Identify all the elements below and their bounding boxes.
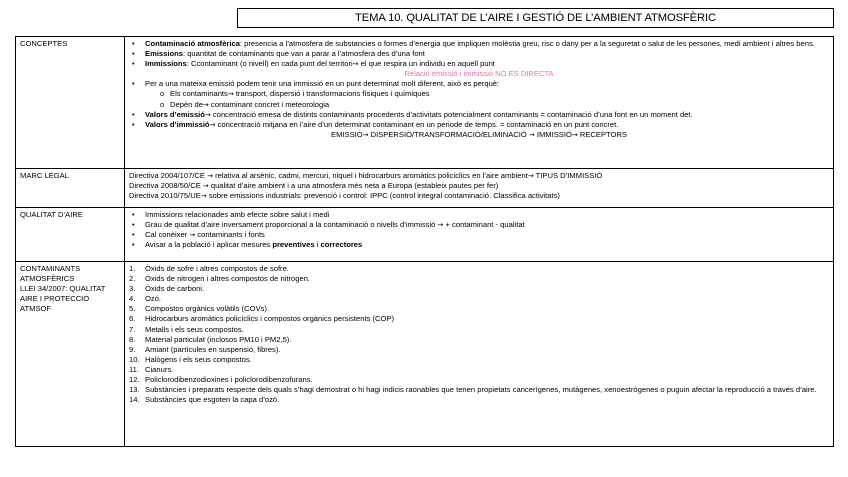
def-immissions-2: el que respira un individu en aquell punt <box>358 59 495 69</box>
list-item <box>129 274 829 284</box>
list-item <box>129 335 829 345</box>
item-text: Hidrocarburs aromàtics policíclics i compostos orgànics persistents (COP) <box>145 314 394 324</box>
item-number: 3. <box>129 284 136 294</box>
def-emissions: : quantitat de contaminants que van a parar a l’atmosfera des d’una font <box>182 49 425 59</box>
row-contaminants <box>16 262 834 447</box>
item-number: 11. <box>129 364 139 374</box>
item-number: 9. <box>129 344 136 354</box>
item-number: 10. <box>129 354 140 364</box>
item-text: Òxids de carboni. <box>145 284 205 294</box>
list-item <box>129 264 829 274</box>
list-item <box>129 210 829 220</box>
sub-text: Depèn de <box>170 99 203 109</box>
item-number: 6. <box>129 314 136 324</box>
arrow-icon: → <box>202 182 209 191</box>
arrow-icon: → <box>352 60 359 69</box>
label-conceptes: CONCEPTES <box>16 37 125 169</box>
directive-text: Directiva 2010/75/UE <box>129 191 201 201</box>
page-title: TEMA 10. QUALITAT DE L’AIRE I GESTIÓ DE L’AMBIENT ATMOSFÈRIC <box>237 8 834 28</box>
term-correctores: correctores <box>320 240 363 250</box>
sub-text: contaminant concret i meteorologia <box>208 99 330 109</box>
notes-table <box>15 36 834 447</box>
flow-text: EMISSIÓ <box>331 129 363 139</box>
directive-text: qualitat d’aire ambient i a una atmosfera més neta a Europa (estableix pautes per fer) <box>208 181 499 191</box>
qualitat-text: Cal conèixer <box>145 230 190 240</box>
list-item <box>129 385 829 395</box>
directive-text: relativa al arsènic, cadmi, mercuri, niquel i hidrocarburs aromàtics policiclics en l’aire ambient <box>212 171 528 180</box>
qualitat-text: + contaminant - qualitat <box>443 220 525 230</box>
directive-text: Directiva 2008/50/CE <box>129 181 203 191</box>
def-valors-emissio: concentració emesa de distints contaminants procedents d’activitats potencialment contaminants = contaminació d’una font en un moment det. <box>210 109 693 119</box>
list-item <box>129 365 829 375</box>
item-number: 2. <box>129 274 136 284</box>
item-text: Cianurs. <box>145 364 174 374</box>
flow-text: DISPERSIÓ/TRANSFORMACIÓ/ELIMINACIÓ <box>368 129 529 139</box>
list-item <box>129 314 829 324</box>
item-number: 14. <box>129 395 140 405</box>
list-item <box>129 110 829 120</box>
qualitat-text: Grau de qualitat d’aire inversament proporcional a la contaminació o nivells d’immissió <box>145 220 438 230</box>
item-text: Substàncies i preparats respecte dels quals s’hagi demostrat o hi hagi indicis raonables que tenen propietats cancerígenes, mutàgenes, xenoestrògenes o puguin afectar la reproducció a través d’aire. <box>145 385 817 395</box>
def-contaminacio: : presencia a l’atmosfera de substancies o formes d’energia que impliquen molèstia greu, risc o dany per a la seguretat o salut de les persones, medi ambient i altres bens. <box>239 39 815 48</box>
arrow-icon: → <box>362 130 369 139</box>
directive-line <box>129 171 829 181</box>
flow-line <box>129 130 829 140</box>
contaminants-list <box>129 264 829 405</box>
term-immissions: Immissions <box>145 59 187 69</box>
directive-text: sobre emissions industrials: prevenció i control: IPPC (control integral contaminació. Classifica activitats) <box>206 191 560 201</box>
qualitat-text: i <box>314 240 321 250</box>
item-text: Substàncies que esgoten la capa d’ozó. <box>145 395 280 405</box>
row-marc-legal <box>16 169 834 208</box>
content-conceptes <box>125 37 834 169</box>
qualitat-text: Avisar a la població i aplicar mesures <box>145 240 273 250</box>
term-preventives: preventives <box>272 240 315 250</box>
list-item <box>129 120 829 130</box>
flow-text: IMMISSIÓ <box>534 129 572 139</box>
qualitat-text: Immissions relacionades amb efecte sobre salut i medi <box>145 210 330 219</box>
flow-text: RECEPTORS <box>577 129 627 139</box>
label-marc-legal: MARC LEGAL <box>16 169 125 208</box>
qualitat-text: contaminants i fonts <box>195 230 265 240</box>
list-item <box>129 345 829 355</box>
sub-text: Els contaminants <box>170 89 228 99</box>
content-qualitat <box>125 208 834 262</box>
sub-text: transport, dispersió i transformacions físiques i químiques <box>233 89 430 99</box>
item-number: 7. <box>129 324 136 334</box>
item-number: 12. <box>129 375 140 385</box>
list-item <box>129 284 829 294</box>
directive-text: TIPUS D’IMMISSIÓ <box>533 171 603 180</box>
def-immissions: : Ccontaminant (o nivell) en cada punt del territori <box>186 59 353 69</box>
directive-line <box>129 191 829 201</box>
list-item <box>129 325 829 335</box>
directive-line <box>129 181 829 191</box>
term-emissions: Emissions <box>145 49 183 59</box>
term-valors-emissio: Valors d’emissió <box>145 109 205 119</box>
label-line: ATMSOF <box>20 304 52 314</box>
arrow-icon: → <box>571 130 578 139</box>
list-item <box>129 220 829 230</box>
arrow-icon: → <box>189 231 196 240</box>
term-contaminacio: Contaminació atmosfèrica <box>145 39 240 48</box>
label-line: AIRE I PROTECCIÓ <box>20 294 90 304</box>
item-number: 5. <box>129 304 136 314</box>
item-text: Amiant (partícules en suspensió, fibres). <box>145 344 281 354</box>
list-item <box>129 294 829 304</box>
label-line: CONTAMINANTS <box>20 264 81 273</box>
list-item <box>129 49 829 59</box>
arrow-icon: → <box>437 221 444 230</box>
content-marc-legal <box>125 169 834 208</box>
label-line: LLEI 34/2007: QUALITAT <box>20 284 106 294</box>
sub-list-item <box>129 100 829 110</box>
arrow-icon: → <box>207 172 213 180</box>
list-item <box>129 355 829 365</box>
term-valors-immissio: Valors d’immissió <box>145 119 210 129</box>
item-text: Halògens i els seus compostos. <box>145 354 252 364</box>
item-number: 8. <box>129 334 136 344</box>
list-item <box>129 39 829 49</box>
item-number: 1. <box>129 264 136 273</box>
label-line: ATMOSFÈRICS <box>20 274 75 284</box>
arrow-icon: → <box>528 130 535 139</box>
arrow-icon: → <box>202 100 209 109</box>
row-conceptes <box>16 37 834 169</box>
item-text: Òxids de nitrogen i altres compostos de nitrogen. <box>145 274 311 284</box>
arrow-icon: → <box>204 110 211 119</box>
list-item <box>129 375 829 385</box>
item-text: Òxids de sofre i altres compostos de sofre. <box>145 264 289 273</box>
item-text: Ozó. <box>145 294 162 304</box>
item-number: 13. <box>129 385 140 395</box>
content-contaminants <box>125 262 834 447</box>
text-mateixa-emissio: Per a una mateixa emissió podem tenir una immissió en un punt determinat molt diferent, això es perquè: <box>145 79 500 89</box>
def-valors-immissio: concentració mitjana en l’aire d’un determinat contaminant en un periode de temps. = contaminació en un punt concret. <box>215 119 619 129</box>
item-number: 4. <box>129 294 136 304</box>
item-text: Material particulat (inclosos PM10 i PM2,5). <box>145 334 292 344</box>
row-qualitat <box>16 208 834 262</box>
list-item <box>129 395 829 405</box>
item-text: Compostos orgànics volàtils (COVs). <box>145 304 270 314</box>
arrow-icon: → <box>200 192 207 201</box>
list-item <box>129 79 829 109</box>
list-item <box>129 230 829 240</box>
sub-list-item <box>129 89 829 99</box>
arrow-icon: → <box>527 172 534 180</box>
list-item <box>129 304 829 314</box>
directive-text: Directiva 2004/107/CE <box>129 171 208 180</box>
item-text: Policlorodibenzodioxines i policlorodibenzofurans. <box>145 375 313 385</box>
list-item <box>129 59 829 69</box>
pink-note: Relació emissió i immissió NO ES DIRECTA <box>404 69 554 79</box>
item-text: Metalls i els seus compostos. <box>145 324 244 334</box>
arrow-icon: → <box>227 90 234 99</box>
list-item <box>129 240 829 250</box>
label-qualitat: QUALITAT D’AIRE <box>16 208 125 262</box>
label-contaminants <box>16 262 125 447</box>
arrow-icon: → <box>209 120 216 129</box>
